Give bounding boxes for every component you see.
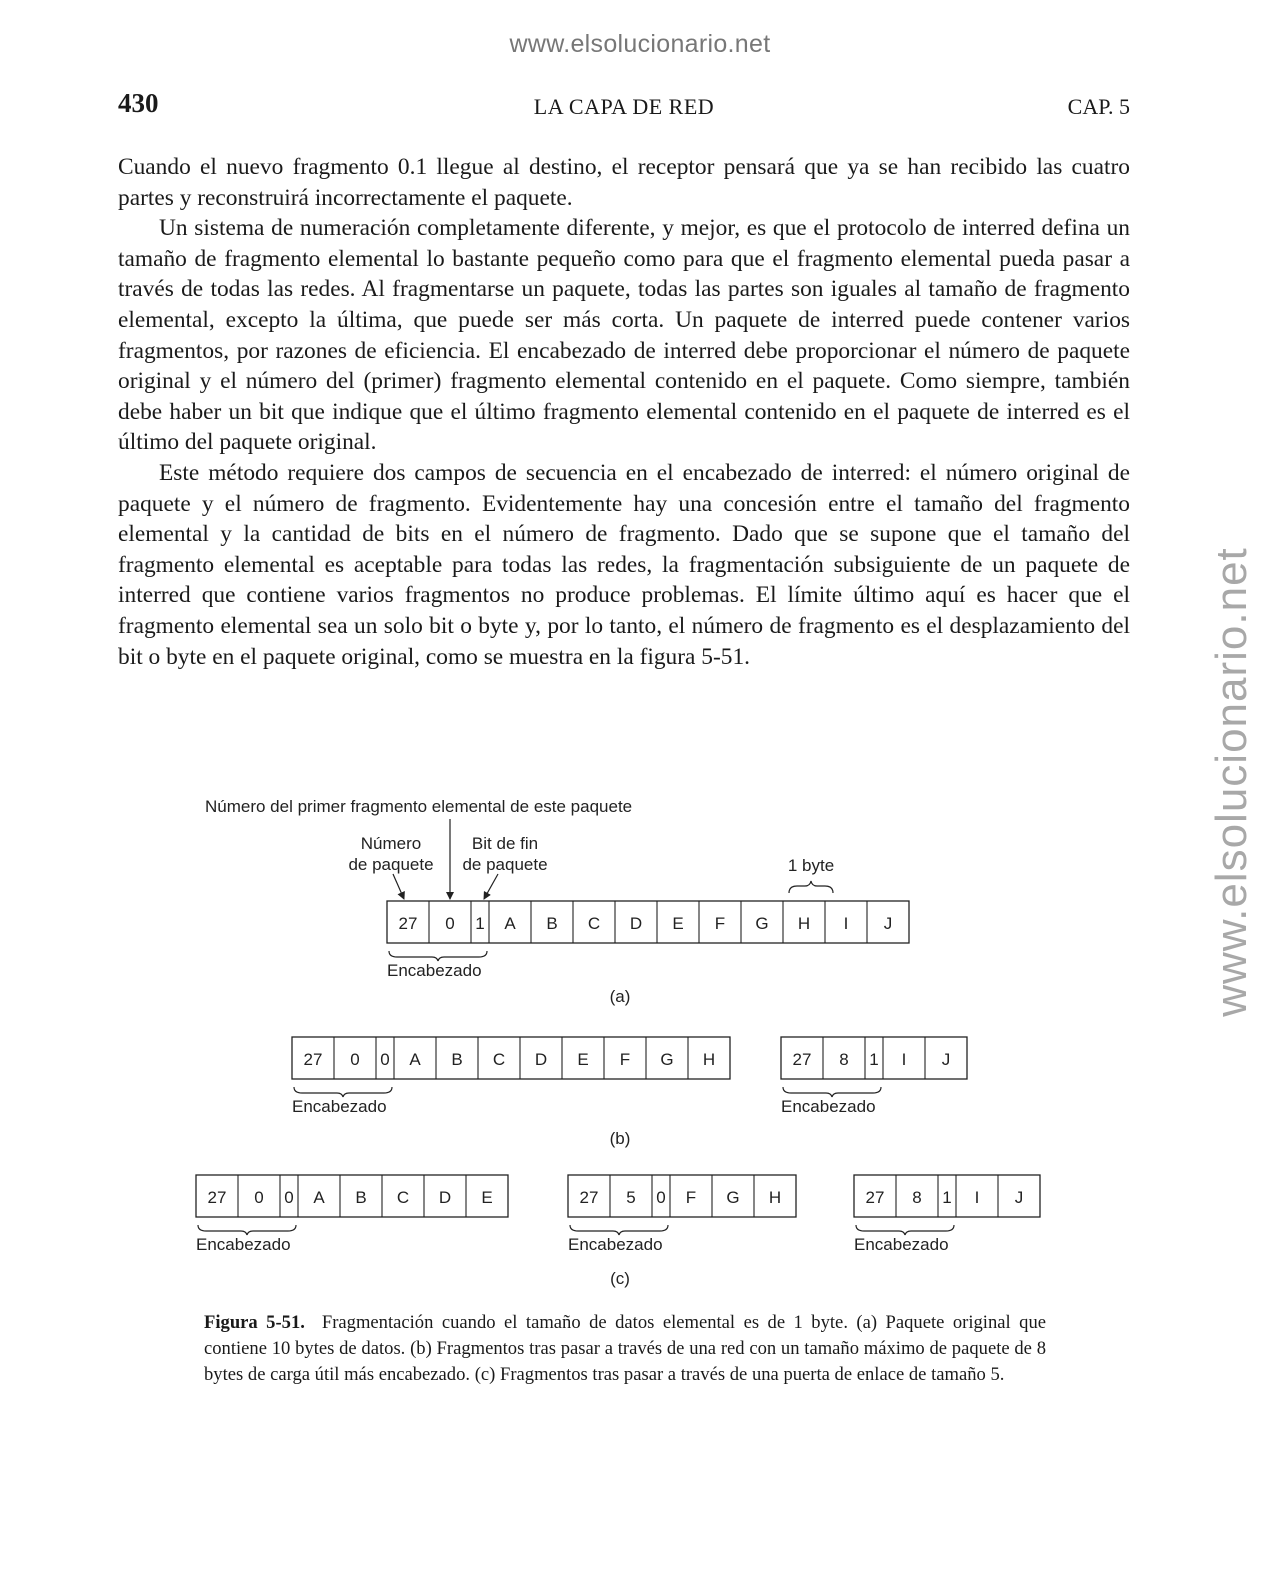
packet-outline: [568, 1175, 796, 1217]
packet-outline: [292, 1037, 730, 1079]
part-tag: (b): [609, 1129, 631, 1148]
packet-number-arrow: [393, 874, 404, 899]
header-brace: [783, 1087, 881, 1097]
header-label: Encabezado: [854, 1235, 949, 1254]
data-byte: H: [702, 1050, 716, 1069]
header-brace: [570, 1225, 668, 1235]
header-label: Encabezado: [568, 1235, 663, 1254]
watermark-top: www.elsolucionario.net: [509, 30, 771, 58]
header-field: 1: [475, 914, 485, 933]
data-byte: F: [685, 1188, 697, 1207]
data-byte: G: [726, 1188, 740, 1207]
end-bit-label-line1: Bit de fin: [471, 834, 539, 853]
figure-caption: [204, 1310, 1046, 1388]
data-byte: J: [941, 1050, 951, 1069]
packets-layer: [196, 901, 1040, 1288]
header-brace: [198, 1225, 296, 1235]
page-number: 430: [118, 88, 159, 118]
header-label: Encabezado: [196, 1235, 291, 1254]
data-byte: H: [797, 914, 811, 933]
data-byte: B: [546, 914, 558, 933]
data-byte: A: [504, 914, 516, 933]
packet-outline: [781, 1037, 967, 1079]
header-field: 27: [303, 1050, 323, 1069]
data-byte: A: [409, 1050, 421, 1069]
data-byte: G: [660, 1050, 674, 1069]
header-label: Encabezado: [781, 1097, 876, 1116]
part-tag: (c): [610, 1269, 630, 1288]
header-brace: [294, 1087, 392, 1097]
header-field: 27: [579, 1188, 599, 1207]
packet-outline: [854, 1175, 1040, 1217]
header-field: 27: [792, 1050, 812, 1069]
header-field: 1: [869, 1050, 879, 1069]
data-byte: A: [313, 1188, 325, 1207]
header-field: 0: [380, 1050, 390, 1069]
part-tag: (a): [609, 987, 631, 1006]
chapter-ref: CAP. 5: [1067, 94, 1130, 119]
data-byte: F: [714, 914, 726, 933]
running-head: [118, 88, 1130, 122]
end-bit-label-line2: de paquete: [462, 855, 548, 874]
data-byte: D: [629, 914, 643, 933]
data-byte: D: [438, 1188, 452, 1207]
data-byte: B: [451, 1050, 463, 1069]
one-byte-brace: [789, 881, 833, 893]
header-field: 27: [398, 914, 418, 933]
header-field: 1: [942, 1188, 952, 1207]
chapter-title: LA CAPA DE RED: [533, 94, 715, 119]
header-field: 0: [445, 914, 455, 933]
body-text: [118, 152, 1130, 672]
data-byte: C: [492, 1050, 506, 1069]
header-label: Encabezado: [387, 961, 482, 980]
data-byte: I: [974, 1188, 980, 1207]
header-brace: [856, 1225, 954, 1235]
data-byte: J: [1014, 1188, 1024, 1207]
data-byte: E: [481, 1188, 493, 1207]
paragraph-2: Un sistema de numeración completamente diferente, y mejor, es que el protocolo de interred defina un tamaño de fragmento elemental lo bastante pequeño como para que el fragmento elemental pueda pasar a través de todas las redes. Al fragmentarse un paquete, todas las partes son iguales al tamaño de fragmento elemental, excepto la última, que puede ser más corta. Un paquete de interred puede contener varios fragmentos, por razones de eficiencia. El encabezado de interred debe proporcionar el número de paquete original y el número del (primer) fragmento elemental contenido en el paquete. Como siempre, también debe haber un bit que indique que el último fragmento elemental contenido en el paquete de interred es el último del paquete original.: [118, 215, 1130, 456]
paragraph-1: Cuando el nuevo fragmento 0.1 llegue al destino, el receptor pensará que ya se han recibido las cuatro partes y reconstruirá incorrectamente el paquete.: [118, 154, 1130, 211]
packet-outline: [196, 1175, 508, 1217]
data-byte: I: [843, 914, 849, 933]
header-field: 5: [626, 1188, 636, 1207]
packet-number-label-line2: de paquete: [348, 855, 434, 874]
data-byte: H: [768, 1188, 782, 1207]
caption-label: Figura 5-51.: [204, 1312, 305, 1333]
data-byte: C: [396, 1188, 410, 1207]
header-field: 8: [912, 1188, 922, 1207]
data-byte: G: [755, 914, 769, 933]
packet-outline: [387, 901, 909, 943]
caption-text: Fragmentación cuando el tamaño de datos elemental es de 1 byte. (a) Paquete original que contiene 10 bytes de datos. (b) Fragmentos tras pasar a través de una red con un tamaño máximo de paquete de 8 bytes de carga útil más encabezado. (c) Fragmentos tras pasar a través de una puerta de enlace de tamaño 5.: [204, 1312, 1047, 1385]
first-fragment-label: Número del primer fragmento elemental de este paquete: [205, 797, 633, 816]
header-field: 0: [254, 1188, 264, 1207]
data-byte: J: [883, 914, 893, 933]
header-field: 0: [656, 1188, 666, 1207]
header-field: 27: [207, 1188, 227, 1207]
data-byte: D: [534, 1050, 548, 1069]
header-field: 0: [350, 1050, 360, 1069]
paragraph-3: Este método requiere dos campos de secuencia en el encabezado de interred: el número original de paquete y el número de fragmento. Evidentemente hay una concesión entre el tamaño del fragmento elemental y la cantidad de bits en el número de fragmento. Dado que se supone que el tamaño del fragmento elemental es aceptable para todas las redes, la fragmentación subsiguiente de un paquete de interred que contiene varios fragmentos no produce problemas. El límite último aquí es hacer que el fragmento elemental sea un solo bit o byte y, por lo tanto, el número de fragmento es el desplazamiento del bit o byte en el paquete original, como se muestra en la figura 5-51.: [118, 459, 1130, 670]
data-byte: F: [619, 1050, 631, 1069]
packet-number-label-line1: Número: [360, 834, 422, 853]
header-field: 0: [284, 1188, 294, 1207]
one-byte-label: 1 byte: [787, 856, 835, 875]
header-brace: [389, 951, 487, 961]
data-byte: I: [901, 1050, 907, 1069]
header-field: 27: [865, 1188, 885, 1207]
data-byte: B: [355, 1188, 367, 1207]
header-label: Encabezado: [292, 1097, 387, 1116]
data-byte: E: [577, 1050, 589, 1069]
data-byte: C: [587, 914, 601, 933]
header-field: 8: [839, 1050, 849, 1069]
watermark-side: www.elsolucionario.net: [1207, 547, 1256, 1017]
data-byte: E: [672, 914, 684, 933]
end-bit-arrow: [484, 874, 498, 899]
